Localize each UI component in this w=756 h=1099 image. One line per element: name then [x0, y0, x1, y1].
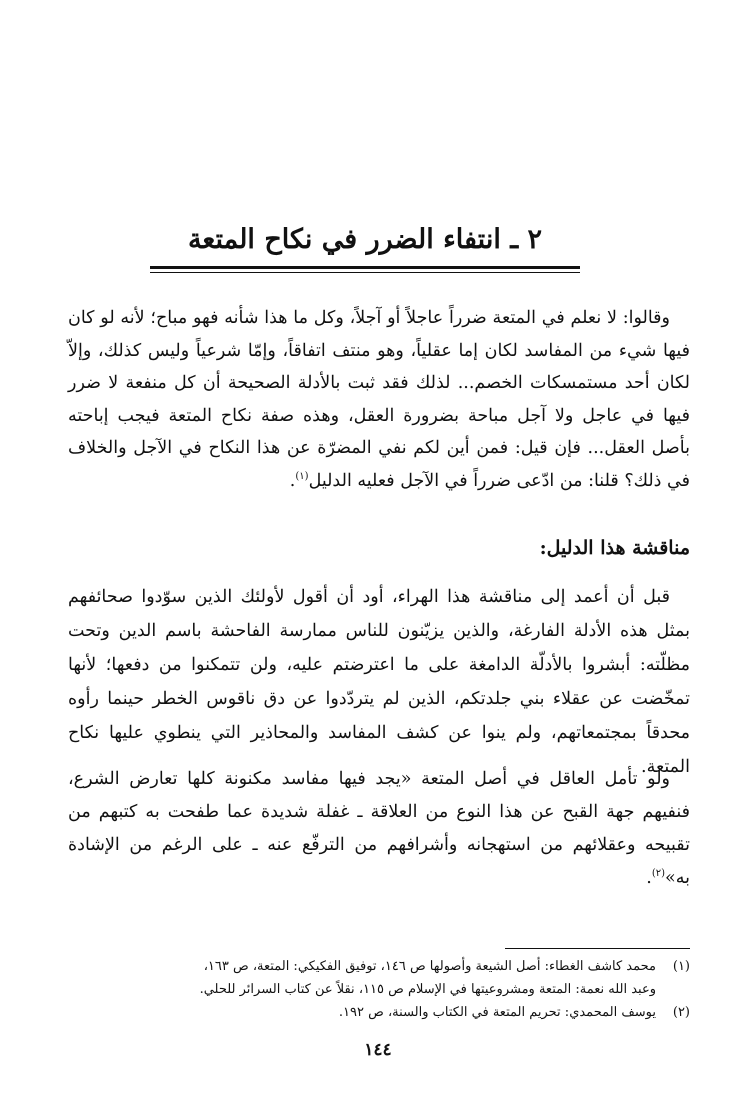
page-number: ١٤٤ — [364, 1040, 392, 1060]
footnote-text — [68, 955, 656, 1001]
footnote-line: محمد كاشف الغطاء: أصل الشيعة وأصولها ص ١٤٦، توفيق الفكيكي: المتعة، ص ١٦٣، — [203, 959, 656, 974]
footnote-2 — [68, 1001, 690, 1024]
footnote-number: (٢) — [672, 1005, 690, 1020]
footnote-separator — [505, 948, 690, 949]
paragraph-response — [68, 580, 690, 784]
section-heading: ٢ ـ انتفاء الضرر في نكاح المتعة — [187, 224, 543, 255]
paragraph-argument — [68, 302, 690, 497]
paragraph-argument-text: وقالوا: لا نعلم في المتعة ضرراً عاجلاً أو آجلاً، وكل ما هذا شأنه فهو مباح؛ لأنه لو كان فيها شيء من المفاسد لكان إما عقلياً، وهو منتف اتفاقاً، وإمّا شرعياً وليس كذلك، وإلاّ لكان أحد مستمسكات الخصم... لذلك فقد ثبت بالأدلة الصحيحة أن كل منفعة لا ضرر فيها في عاجل ولا آجل مباحة بضرورة العقل، وهذه صفة نكاح المتعة فيجب إباحته بأصل العقل... فإن قيل: فمن أين لكم نفي المضرّة عن هذا النكاح في الآجل والخلاف في ذلك؟ قلنا: من ادّعى ضرراً في الآجل فعليه الدليل — [68, 308, 690, 491]
paragraph-quote-end: . — [646, 868, 652, 888]
footnotes — [68, 955, 690, 1024]
footnote-text — [68, 1001, 656, 1024]
footnote-ref-1[interactable]: (١) — [295, 470, 309, 482]
paragraph-response-text: قبل أن أعمد إلى مناقشة هذا الهراء، أود أن أقول لأولئك الذين سوّدوا صحائفهم بمثل هذه الأدلة الفارغة، والذين يزيّنون للناس ممارسة الفاحشة باسم الدين وتحت مظلّته: أبشروا بالأدلّة الدامغة على ما اعترضتم عليه، ولن تتمكنوا من دفعها؛ لأنها تمخّضت عن عقلاء بني جلدتكم، الذين لم يتردّدوا عن دق ناقوس الخطر حينما رأوه محدقاً بمجتمعاتهم، ولم ينوا عن كشف المفاسد والمحاذير التي ينطوي عليها نكاح المتعة. — [68, 587, 690, 777]
paragraph-argument-end: . — [289, 470, 296, 491]
footnote-ref-2[interactable]: (٢) — [651, 868, 666, 880]
heading-rule-thin — [150, 272, 580, 273]
discussion-subheading: مناقشة هذا الدليل: — [539, 537, 690, 559]
heading-rule-thick — [150, 266, 580, 269]
footnote-line: يوسف المحمدي: تحريم المتعة في الكتاب والسنة، ص ١٩٢. — [338, 1005, 656, 1020]
paragraph-quote-text: ولو تأمل العاقل في أصل المتعة «يجد فيها مفاسد مكنونة كلها تعارض الشرع، فنفيهم جهة القبح عن هذا النوع من العلاقة ـ غفلة شديدة عما طفحت به كتبهم من تقبيحه وعقلائهم من استهجانه وأشرافهم من الترفّع عنه ـ على الرغم من الإشادة به» — [68, 769, 690, 888]
footnote-line: وعبد الله نعمة: المتعة ومشروعيتها في الإسلام ص ١١٥، نقلاً عن كتاب السرائر للحلي. — [199, 982, 656, 997]
footnote-1 — [68, 955, 690, 1001]
footnote-number: (١) — [672, 959, 690, 974]
paragraph-quote — [68, 763, 690, 895]
